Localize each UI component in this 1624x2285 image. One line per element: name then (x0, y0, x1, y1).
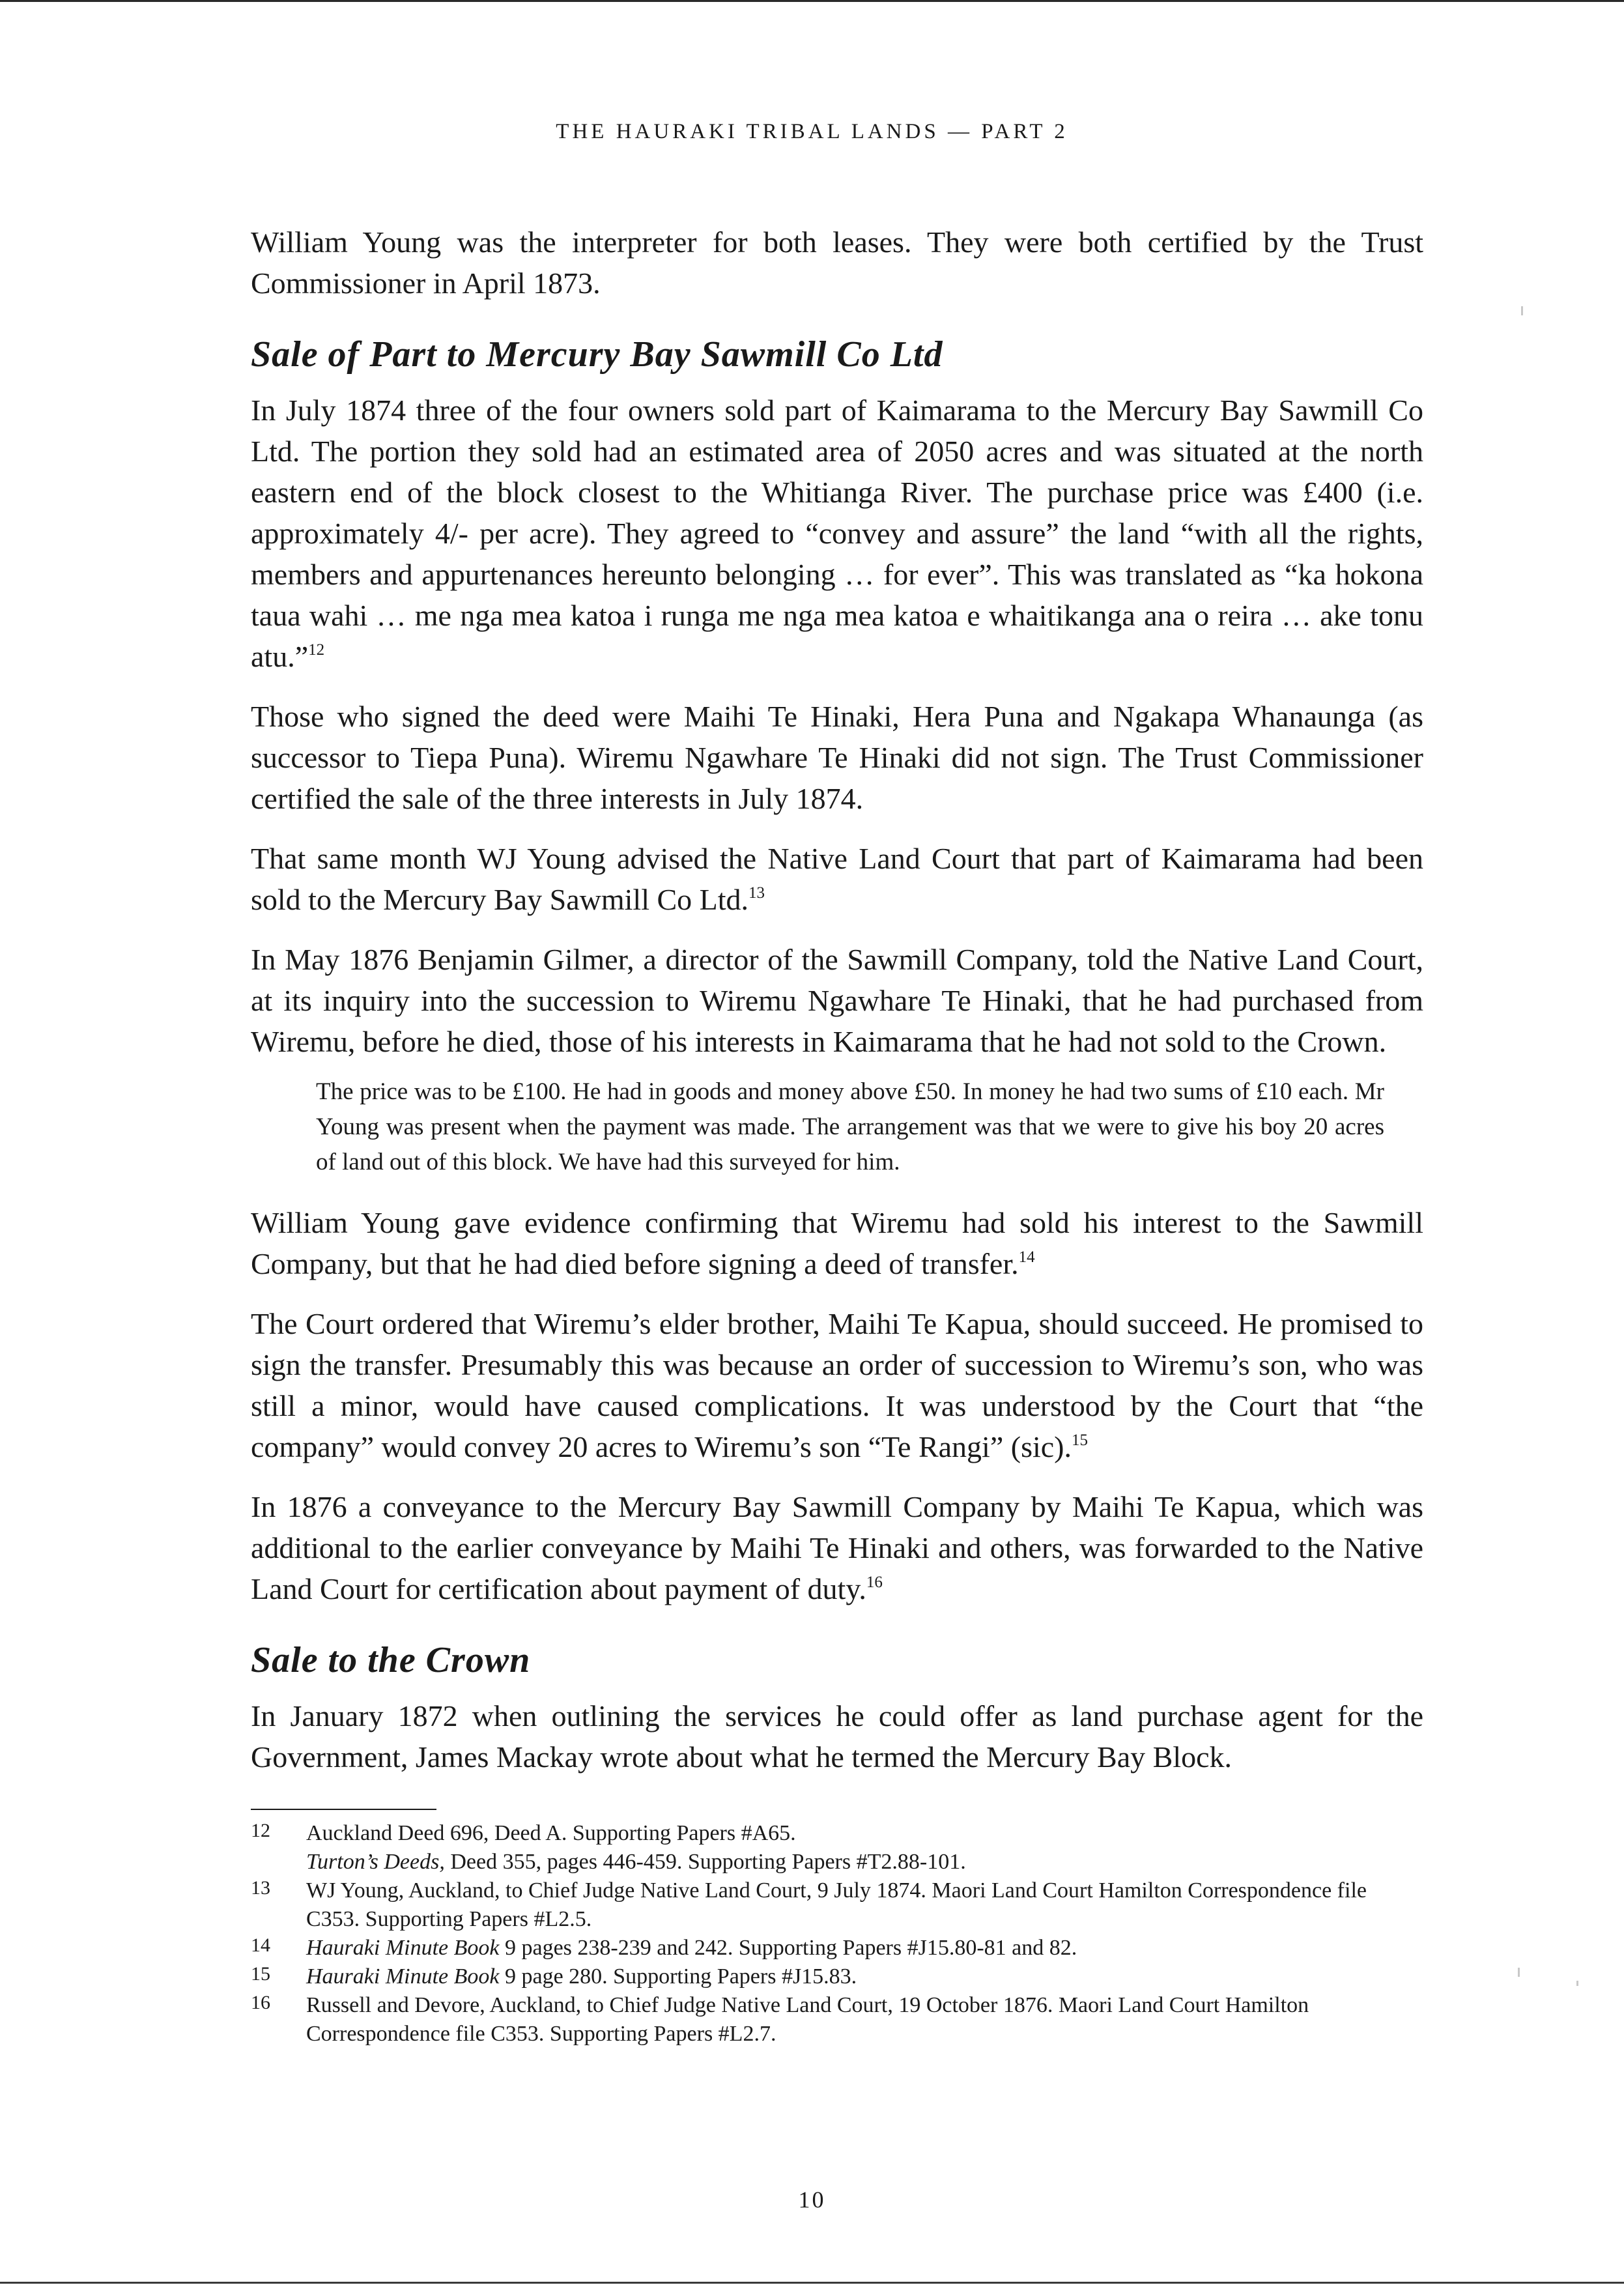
footnote-16 (251, 1991, 1423, 2048)
paragraph-5-text: In May 1876 Benjamin Gilmer, a director of the Sawmill Company, told the Native Land Court, at its inquiry into the succession to Wiremu Ngawhare Te Hinaki, that he had purchased from Wiremu, before he died, those of his interests in Kaimarama that he had not sold to the Crown. (251, 943, 1423, 1058)
page-number: 10 (798, 2187, 826, 2213)
footnote-number: 12 (251, 1820, 270, 1841)
paragraph-5 (251, 939, 1423, 1062)
block-quote: The price was to be £100. He had in goods and money above £50. In money he had two sums of £10 each. Mr Young was present when the payment was made. The arrangement was that we were to give his boy 20 acres of land out of this block. We have had this surveyed for him. (316, 1078, 1384, 1175)
paragraph-7-text: The Court ordered that Wiremu’s elder brother, Maihi Te Kapua, should succeed. He promised to sign the transfer. Presumably this was because an order of succession to Wiremu’s son, who was still a minor, would have caused complications. It was understood by the Court that “the company” would convey 20 acres to Wiremu’s son “Te Rangi” (sic). (251, 1307, 1423, 1463)
footnote-italic: Turton’s Deeds, (306, 1850, 445, 1874)
section-heading-mercury-bay: Sale of Part to Mercury Bay Sawmill Co Ltd (251, 334, 943, 375)
running-head: THE HAURAKI TRIBAL LANDS — PART 2 (556, 120, 1068, 143)
page-body (251, 222, 1423, 2048)
footnote-italic: Hauraki Minute Book (306, 1964, 500, 1989)
footnote-text: 9 pages 238-239 and 242. Supporting Papers #J15.80-81 and 82. (499, 1936, 1077, 1960)
footnote-text: WJ Young, Auckland, to Chief Judge Native Land Court, 9 July 1874. Maori Land Court Hamilton Correspondence file C353. Supporting Papers #L2.5. (306, 1878, 1367, 1931)
footnote-12 (251, 1819, 1423, 1876)
footnote-number: 13 (251, 1877, 270, 1899)
footnote-13 (251, 1876, 1423, 1934)
paragraph-2-text: In July 1874 three of the four owners sold part of Kaimarama to the Mercury Bay Sawmill Co Ltd. The portion they sold had an estimated area of 2050 acres and was situated at the north eastern end of the block closest to the Whitianga River. The purchase price was £400 (i.e. approximately 4/- per acre). They agreed to “convey and assure” the land “with all the rights, members and appurtenances hereunto belonging … for ever”. This was translated as “ka hokona taua wahi … me nga mea katoa i runga me nga mea katoa e whaitikanga ana o reira … ake tonu atu.” (251, 394, 1423, 673)
paragraph-2 (251, 390, 1423, 677)
footnote-rule (251, 1809, 436, 1810)
footnote-ref-15: 15 (1072, 1431, 1088, 1449)
footnote-italic: Hauraki Minute Book (306, 1936, 500, 1960)
footnote-15 (251, 1962, 1423, 1991)
footnote-text: Deed 355, pages 446-459. Supporting Papers #T2.88-101. (444, 1850, 966, 1874)
footnote-text: Russell and Devore, Auckland, to Chief Judge Native Land Court, 19 October 1876. Maori Land Court Hamilton Correspondence file C353. Supporting Papers #L2.7. (306, 1993, 1309, 2046)
paragraph-6 (251, 1202, 1423, 1284)
scan-speck (1518, 1968, 1520, 1977)
paragraph-4-text: That same month WJ Young advised the Native Land Court that part of Kaimarama had been sold to the Mercury Bay Sawmill Co Ltd. (251, 842, 1423, 916)
footnote-number: 16 (251, 1992, 270, 2013)
paragraph-6-text: William Young gave evidence confirming that Wiremu had sold his interest to the Sawmill Company, but that he had died before signing a deed of transfer. (251, 1206, 1423, 1280)
paragraph-3-text: Those who signed the deed were Maihi Te Hinaki, Hera Puna and Ngakapa Whanaunga (as successor to Tiepa Puna). Wiremu Ngawhare Te Hinaki did not sign. The Trust Commissioner certified the sale of the three interests in July 1874. (251, 700, 1423, 815)
footnote-number: 14 (251, 1934, 270, 1956)
paragraph-8-text: In 1876 a conveyance to the Mercury Bay Sawmill Company by Maihi Te Kapua, which was additional to the earlier conveyance by Maihi Te Hinaki and others, was forwarded to the Native Land Court for certification about payment of duty. (251, 1490, 1423, 1605)
scan-edge-top (0, 0, 1624, 2)
scan-edge-bottom (0, 2282, 1624, 2284)
footnote-line (306, 1848, 1423, 1876)
footnote-14 (251, 1934, 1423, 1962)
footnote-ref-13: 13 (748, 884, 765, 902)
footnote-text: 9 page 280. Supporting Papers #J15.83. (499, 1964, 857, 1989)
paragraph-9 (251, 1695, 1423, 1777)
paragraph-3 (251, 696, 1423, 819)
paragraph-9-text: In January 1872 when outlining the services he could offer as land purchase agent for the Government, James Mackay wrote about what he termed the Mercury Bay Block. (251, 1699, 1423, 1774)
paragraph-8 (251, 1486, 1423, 1609)
footnote-ref-14: 14 (1018, 1248, 1035, 1266)
paragraph-4 (251, 838, 1423, 920)
footnote-ref-16: 16 (866, 1574, 883, 1591)
paragraph-7 (251, 1303, 1423, 1467)
paragraph-1-text: William Young was the interpreter for both leases. They were both certified by the Trust Commissioner in April 1873. (251, 225, 1423, 300)
paragraph-1 (251, 222, 1423, 304)
footnote-ref-12: 12 (308, 641, 325, 659)
section-heading-sale-to-crown: Sale to the Crown (251, 1640, 531, 1680)
scan-speck (1576, 1981, 1578, 1986)
scan-speck (1521, 306, 1523, 315)
footnote-line: Auckland Deed 696, Deed A. Supporting Papers #A65. (306, 1821, 796, 1845)
footnote-number: 15 (251, 1963, 270, 1985)
